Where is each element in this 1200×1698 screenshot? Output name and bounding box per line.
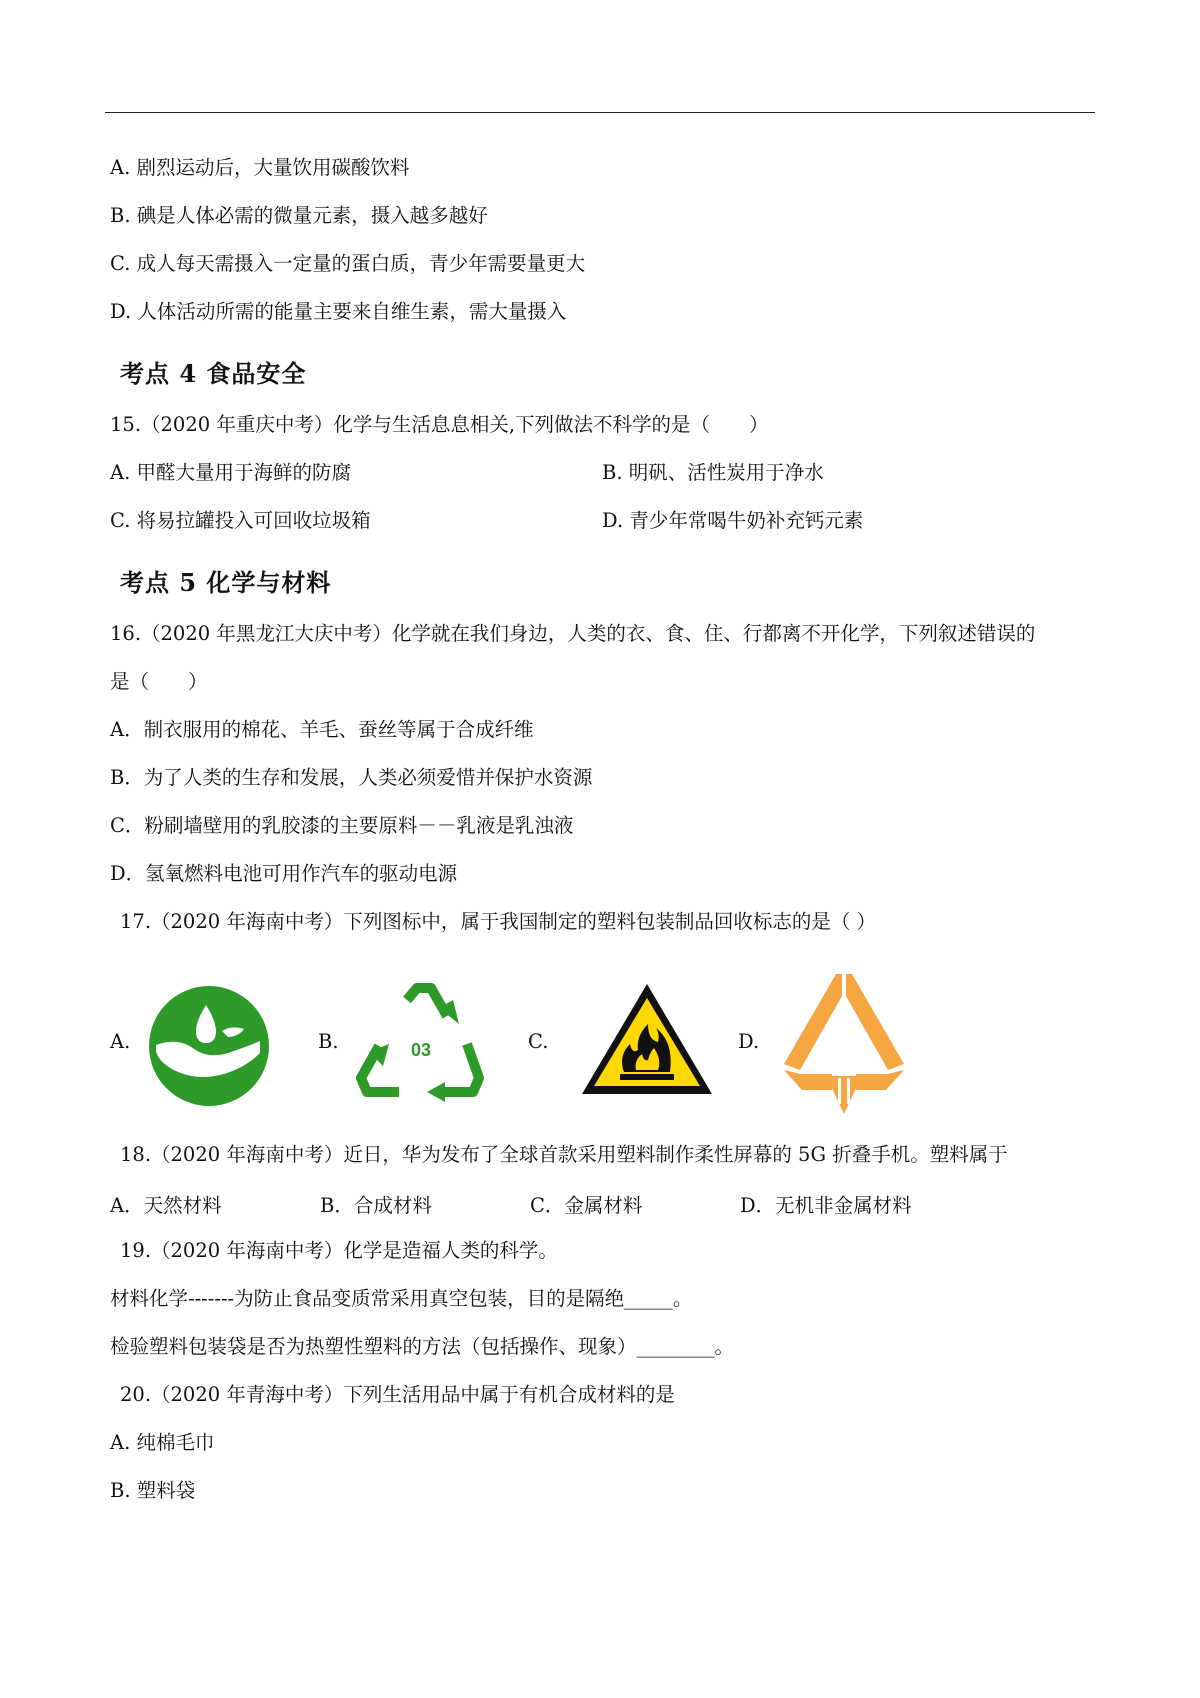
section-heading: 考点 4 食品安全 xyxy=(120,359,307,388)
q15-stem: 15.（2020 年重庆中考）化学与生活息息相关,下列做法不科学的是（ ） xyxy=(110,413,769,436)
flammable-warning-icon xyxy=(578,980,716,1098)
q17-stem: 17.（2020 年海南中考）下列图标中，属于我国制定的塑料包装制品回收标志的是（ ） xyxy=(120,910,877,933)
q19-stem: 19.（2020 年海南中考）化学是造福人类的科学。 xyxy=(120,1239,558,1262)
q14-option-d: D. 人体活动所需的能量主要来自维生素，需大量摄入 xyxy=(110,300,567,323)
q19-line1: 材料化学-------为防止食品变质常采用真空包装，目的是隔绝_____。 xyxy=(110,1287,693,1310)
plastic-recycle-icon xyxy=(780,970,908,1118)
q15-option-c: C. 将易拉罐投入可回收垃圾箱 xyxy=(110,509,371,532)
recycle-code: 03 xyxy=(410,1040,432,1060)
section-heading: 考点 5 化学与材料 xyxy=(120,568,332,597)
q20-stem: 20.（2020 年青海中考）下列生活用品中属于有机合成材料的是 xyxy=(120,1383,675,1406)
recycle-triangle-icon xyxy=(355,982,487,1104)
q14-option-b: B. 碘是人体必需的微量元素，摄入越多越好 xyxy=(110,204,488,227)
q16-stem: 16.（2020 年黑龙江大庆中考）化学就在我们身边，人类的衣、食、住、行都离不开化学，下列叙述错误的 xyxy=(110,622,1036,645)
q17-label-a: A. xyxy=(110,1030,131,1053)
header-rule xyxy=(105,112,1095,113)
q16-stem-cont: 是（ ） xyxy=(110,670,208,693)
q16-option-d: D．氢氧燃料电池可用作汽车的驱动电源 xyxy=(110,862,458,885)
q20-option-b: B. 塑料袋 xyxy=(110,1479,196,1502)
q14-option-c: C. 成人每天需摄入一定量的蛋白质，青少年需要量更大 xyxy=(110,252,586,275)
q18-option-c: C．金属材料 xyxy=(530,1194,643,1217)
q20-option-a: A. 纯棉毛巾 xyxy=(110,1431,215,1454)
water-saving-icon xyxy=(148,985,270,1107)
q16-option-c: C．粉刷墙壁用的乳胶漆的主要原料－－乳液是乳浊液 xyxy=(110,814,574,837)
q18-stem: 18.（2020 年海南中考）近日，华为发布了全球首款采用塑料制作柔性屏幕的 5G 折叠手机。塑料属于 xyxy=(120,1143,1008,1166)
q18-option-d: D．无机非金属材料 xyxy=(740,1194,912,1217)
q16-option-a: A．制衣服用的棉花、羊毛、蚕丝等属于合成纤维 xyxy=(110,718,534,741)
q18-option-a: A．天然材料 xyxy=(110,1194,222,1217)
q17-label-c: C. xyxy=(528,1030,549,1053)
q15-option-a: A. 甲醛大量用于海鲜的防腐 xyxy=(110,461,351,484)
q15-option-d: D. 青少年常喝牛奶补充钙元素 xyxy=(602,509,864,532)
q14-option-a: A. 剧烈运动后，大量饮用碳酸饮料 xyxy=(110,156,410,179)
q19-line2: 检验塑料包装袋是否为热塑性塑料的方法（包括操作、现象）________。 xyxy=(110,1335,735,1358)
q15-option-b: B. 明矾、活性炭用于净水 xyxy=(602,461,824,484)
q17-label-d: D. xyxy=(738,1030,760,1053)
q16-option-b: B．为了人类的生存和发展，人类必须爱惜并保护水资源 xyxy=(110,766,593,789)
q18-option-b: B．合成材料 xyxy=(320,1194,432,1217)
q17-label-b: B. xyxy=(318,1030,339,1053)
